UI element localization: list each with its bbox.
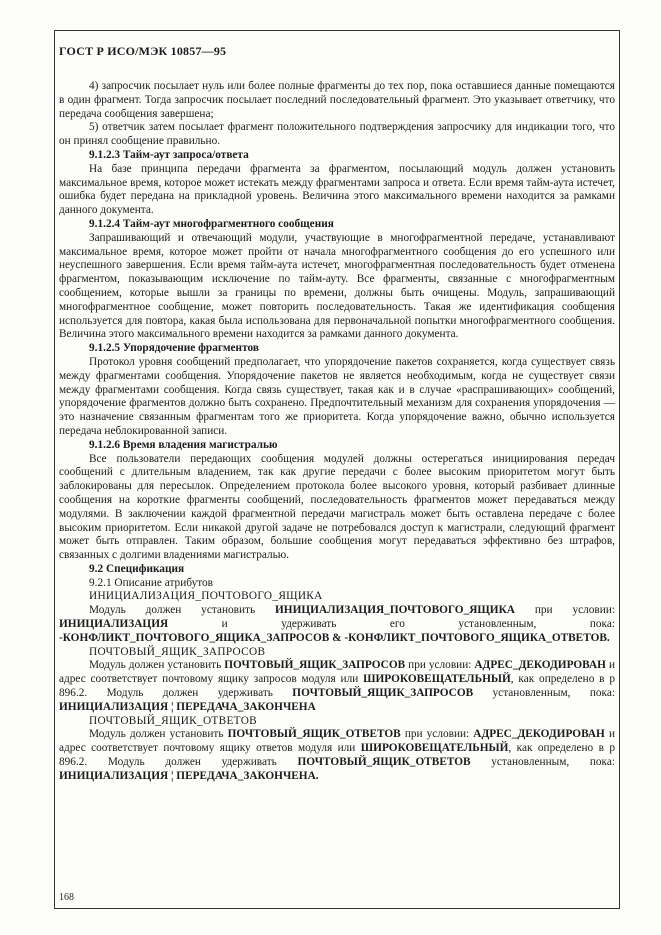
paragraph: Протокол уровня сообщений предполагает, что упорядочение пакетов сохраняется, когда существует связь между фрагментами сообщения. Упорядочение пакетов не является необходимым, когда не существует связи между фрагментами сообщения. Когда связь существует, такая как и в случае «распрашивающих» сообщений, упорядочение фрагментов должно быть сохранено. Предпочтительный механизм для сохранения упорядочения — это назначение связанным фрагментам того же приоритета. Когда упорядочение важно, обычно используется передача неблокированной записи. (59, 355, 615, 437)
text-run: , как определено в р 896.2. Модуль должен удерживать (59, 673, 615, 700)
text-run: ИНИЦИАЛИЗАЦИЯ ¦ ПЕРЕДАЧА_ЗАКОНЧЕНА. (59, 769, 319, 782)
text-run: и адрес соответствует почтовому ящику запросов модуля или (59, 659, 616, 686)
text-run: Модуль должен установить (89, 728, 228, 741)
text-run: АДРЕС_ДЕКОДИРОВАН (474, 659, 606, 672)
text-run: при условии: (514, 604, 616, 617)
text-run: ПОЧТОВЫЙ_ЯЩИК_ОТВЕТОВ (227, 728, 401, 741)
section-heading: 9.1.2.6 Время владения магистралью (89, 438, 278, 451)
page-content-area (59, 44, 615, 784)
paragraph: Все пользователи передающих сообщения модулей должны остерегаться инициирования передач сообщений с длительным владением, так как другие передачи с более высоким приоритетом могут быть заблокированы для пересылок. Определением протокола более высокого уровня, который разбивает длинные сообщения на короткие фрагменты сообщений, последовательность фрагментов может передаваться между модулями. В заключении каждой фрагментной передачи магистраль может быть оставлена передаче с более высоким приоритетом. Если никакой другой задаче не потребовался доступ к магистрали, следующий фрагмент может быть отправлен. Таким образом, большие сообщения могут передаваться эффективно без штрафов, связанных с долгими владениями магистралью. (59, 452, 615, 562)
paragraph: Запрашивающий и отвечающий модули, участвующие в многофрагментной передаче, устанавливают максимальное время, которое может пройти от начала многофрагментного сообщения до его успешного или неуспешного завершения. Если время тайм-аута истечет, многофрагментная последовательность будет отменена фрагментом, показывающим исключение по тайм-ауту. Все фрагменты, связанные с многофрагментным сообщением, которые вышли за границы по времени, должны быть очищены. Модуль, запрашивающий многофрагментное сообщение, может повторить последовательность. Такая же идентификация сообщения используется для повтора, какая была использована для первоначальной попытки многофрагментного сообщения. Величина этого максимального времени находится за рамками данного документа. (59, 231, 615, 341)
text-run: Модуль должен установить (89, 659, 225, 672)
text-run: , как определено в р 896.2. Модуль должен удерживать (59, 742, 615, 769)
paragraph: 9.2.1 Описание атрибутов (89, 576, 213, 589)
text-run: установленным, пока: (470, 756, 615, 769)
paragraph: 4) запросчик посылает нуль или более полные фрагменты до тех пор, пока оставшиеся данные помещаются в один фрагмент. Тогда запросчик посылает последний последовательный фрагмент. Это указывает ответчику, что передача сообщения завершена; (59, 80, 615, 120)
section-heading: 9.1.2.3 Тайм-аут запроса/ответа (89, 148, 249, 161)
text-run: ИНИЦИАЛИЗАЦИЯ ¦ ПЕРЕДАЧА_ЗАКОНЧЕНА (59, 700, 316, 713)
text-run: ИНИЦИАЛИЗАЦИЯ (59, 618, 169, 631)
attribute-name: ПОЧТОВЫЙ_ЯЩИК_ЗАПРОСОВ (89, 645, 266, 658)
text-run: при условии: (400, 728, 474, 741)
paragraph: 5) ответчик затем посылает фрагмент положительного подтверждения запросчику для индикации того, что он принял сообщение правильно. (59, 121, 615, 148)
text-run: ПОЧТОВЫЙ_ЯЩИК_ЗАПРОСОВ (292, 687, 474, 700)
page-number: 168 (59, 892, 74, 903)
paragraph: На базе принципа передачи фрагмента за фрагментом, посылающий модуль должен установить максимальное время, которое может истекать между фрагментами запроса и ответа. Если время тайм-аута истечет, ошибка будет передана на прикладной уровень. Величина этого максимального времени находится за рамками данного документа. (59, 162, 615, 217)
text-run: -КОНФЛИКТ_ПОЧТОВОГО_ЯЩИКА_ЗАПРОСОВ & -КОНФЛИКТ_ПОЧТОВОГО_ЯЩИКА_ОТВЕТОВ. (59, 631, 610, 644)
paragraph (59, 728, 615, 783)
text-run: ШИРОКОВЕЩАТЕЛЬНЫЙ (360, 742, 509, 755)
text-run: АДРЕС_ДЕКОДИРОВАН (473, 728, 605, 741)
section-heading: 9.1.2.5 Упорядочение фрагментов (89, 342, 259, 355)
text-run: и адрес соответствует почтовому ящику ответов модуля или (59, 728, 616, 755)
text-run: установленным, пока: (473, 687, 616, 700)
attribute-name: ИНИЦИАЛИЗАЦИЯ_ПОЧТОВОГО_ЯЩИКА (89, 590, 323, 603)
text-run: ШИРОКОВЕЩАТЕЛЬНЫЙ (363, 673, 511, 686)
document-body (59, 80, 615, 784)
attribute-name: ПОЧТОВЫЙ_ЯЩИК_ОТВЕТОВ (89, 714, 257, 727)
document-sheet (54, 30, 620, 909)
text-run: при условии: (405, 659, 475, 672)
text-run: ПОЧТОВЫЙ_ЯЩИК_ОТВЕТОВ (297, 756, 471, 769)
section-heading: 9.2 Спецификация (89, 562, 185, 575)
paragraph (59, 604, 615, 645)
text-run: ИНИЦИАЛИЗАЦИЯ_ПОЧТОВОГО_ЯЩИКА (275, 604, 515, 617)
text-run: ПОЧТОВЫЙ_ЯЩИК_ЗАПРОСОВ (224, 659, 406, 672)
text-run: и удерживать его установленным, пока: (168, 618, 615, 631)
text-run: Модуль должен установить (89, 604, 276, 617)
paragraph (59, 659, 615, 714)
running-header: ГОСТ Р ИСО/МЭК 10857—95 (59, 44, 227, 58)
section-heading: 9.1.2.4 Тайм-аут многофрагментного сообщения (89, 217, 334, 230)
